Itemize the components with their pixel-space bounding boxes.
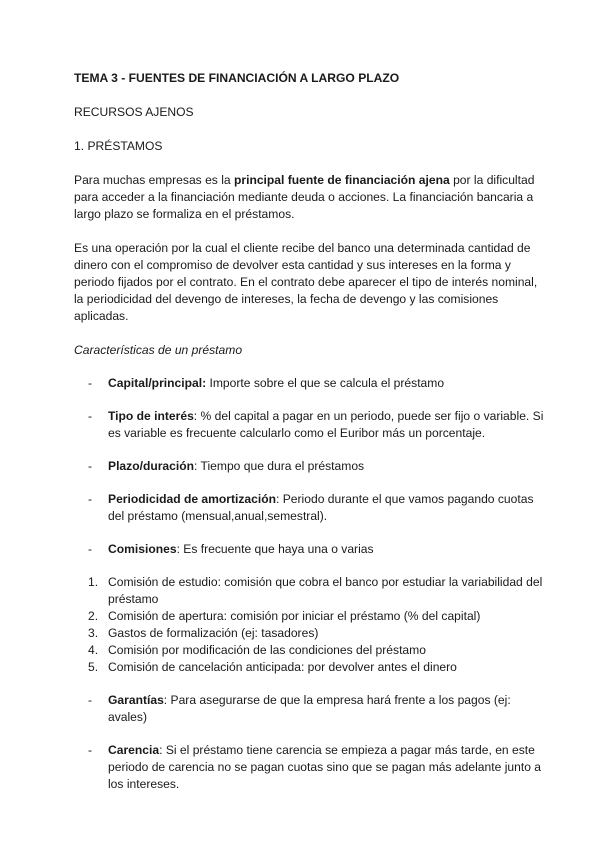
- list-item-garantias: - Garantías: Para asegurarse de que la empresa hará frente a los pagos (ej: avales): [88, 693, 511, 724]
- paragraph-intro: Para muchas empresas es la principal fuente de financiación ajena por la dificultad para acceder a la financiación mediante deuda o acciones. La financiación bancaria a largo plazo se formaliza en el préstamos.: [74, 173, 535, 221]
- list-item-periodicidad: - Periodicidad de amortización: Periodo durante el que vamos pagando cuotas del préstamo (mensual,anual,semestral).: [88, 492, 534, 523]
- list-item-plazo: - Plazo/duración: Tiempo que dura el préstamos: [88, 459, 365, 473]
- list-item: 2. Comisión de apertura: comisión por iniciar el préstamo (% del capital): [88, 609, 481, 623]
- document-page: [74, 70, 544, 793]
- commissions-list: [74, 574, 544, 676]
- list-item: 3. Gastos de formalización (ej: tasadores): [88, 626, 319, 640]
- section-heading: RECURSOS AJENOS: [74, 105, 194, 119]
- characteristics-heading: Características de un préstamo: [74, 343, 243, 357]
- document-title: TEMA 3 - FUENTES DE FINANCIACIÓN A LARGO PLAZO: [74, 71, 400, 85]
- list-item: 5. Comisión de cancelación anticipada: por devolver antes el dinero: [88, 660, 457, 674]
- list-item-capital: - Capital/principal: Importe sobre el que se calcula el préstamo: [88, 376, 445, 390]
- paragraph-definition: Es una operación por la cual el cliente recibe del banco una determinada cantidad de dinero con el compromiso de devolver esta cantidad y sus intereses en la forma y periodo fijados por el contrato. En el contrato debe aparecer el tipo de interés nominal, la periodicidad del devengo de intereses, la fecha de devengo y las comisiones aplicadas.: [74, 241, 538, 323]
- list-item: 4. Comisión por modificación de las condiciones del préstamo: [88, 643, 426, 657]
- list-item: 1. Comisión de estudio: comisión que cobra el banco por estudiar la variabilidad del préstamo: [88, 575, 543, 606]
- list-item-tipo-interes: - Tipo de interés: % del capital a pagar en un periodo, puede ser fijo o variable. Si es variable es frecuente calcularlo como el Euribor más un porcentaje.: [88, 409, 544, 440]
- list-item-comisiones: - Comisiones: Es frecuente que haya una o varias: [88, 542, 374, 556]
- list-item-carencia: - Carencia: Si el préstamo tiene carencia se empieza a pagar más tarde, en este periodo de carencia no se pagan cuotas sino que se pagan más adelante junto a los intereses.: [88, 743, 542, 791]
- subsection-heading: 1. PRÉSTAMOS: [74, 139, 163, 153]
